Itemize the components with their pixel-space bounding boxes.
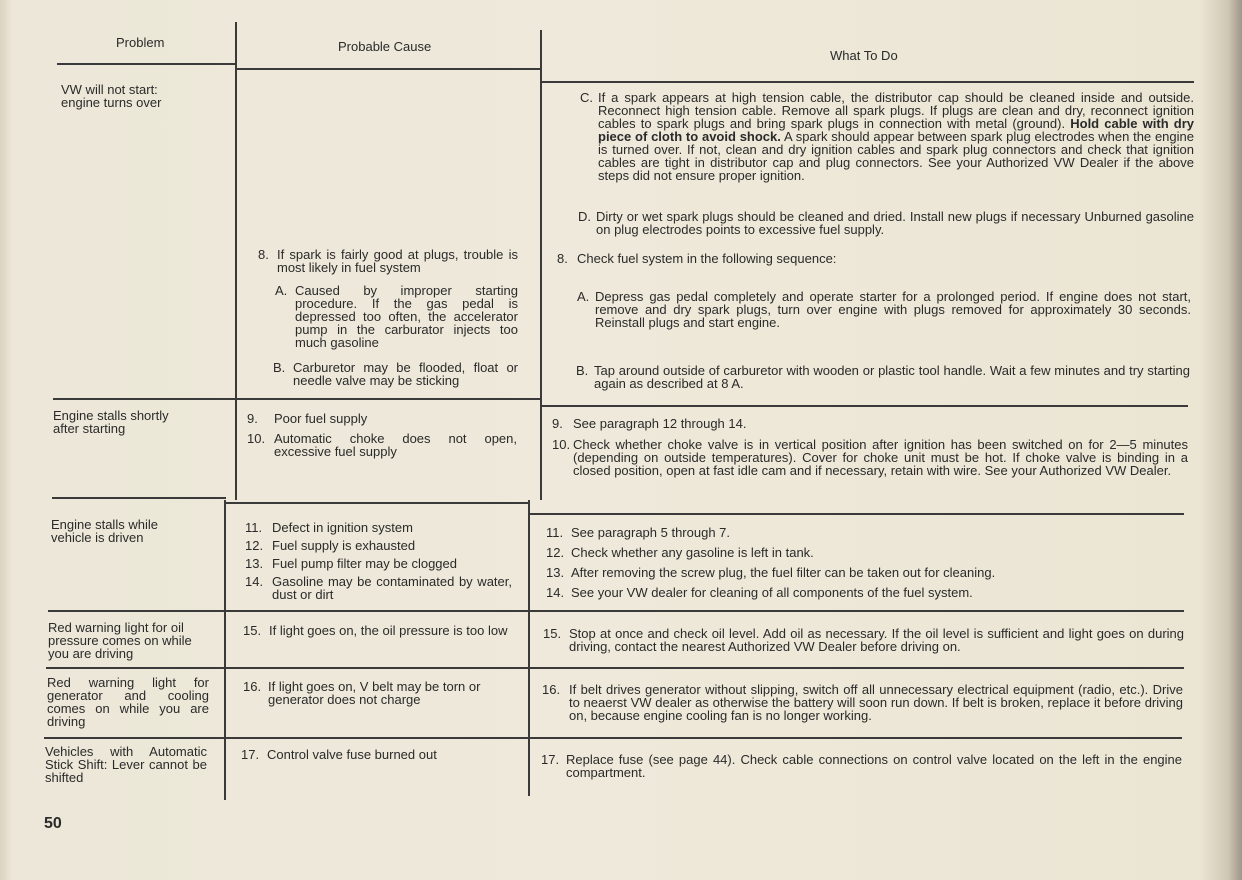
todo-15-num: 15. xyxy=(543,626,562,641)
cause-item-12 xyxy=(245,539,512,552)
todo-item-15 xyxy=(543,627,1184,653)
cause-item-14 xyxy=(245,575,512,601)
todo-14-text: See your VW dealer for cleaning of all components of the fuel system. xyxy=(571,585,973,600)
cause-item-8a xyxy=(275,284,518,349)
todo-c-text-part1: If a spark appears at high tension cable, the distributor cap should be cleaned inside and outside. Reconnect high tension cable. Remove all spark plugs. If plugs are clean and dry, reconnect ignition cables to spark plugs and bring spark plugs in connection with metal (ground). xyxy=(598,90,1194,131)
cause-17-num: 17. xyxy=(241,747,260,762)
cause-8a-text: Caused by improper starting procedure. If the gas pedal is depressed too often, the accelerator pump in the carburator injects too much gasoline xyxy=(295,283,518,350)
todos-row2 xyxy=(552,417,1188,477)
causes-row2 xyxy=(247,412,517,458)
rule-row1-problem xyxy=(53,398,235,400)
cause-item-17 xyxy=(241,748,509,761)
todo-c-letter: C. xyxy=(580,90,593,105)
todo-9-text: See paragraph 12 through 14. xyxy=(573,416,747,431)
causes-row5 xyxy=(243,680,511,706)
todo-item-14 xyxy=(546,586,1186,599)
todos-row6 xyxy=(541,753,1182,779)
todo-c-text-part2: A spark should appear between spark plug electrodes when the engine is turned over. If not, clean and dry ignition cables and spark plug connectors and check that ignition cables are tight in distributor cap and plug connectors. See your Authorized VW Dealer if the above steps did not ensure proper ignition. xyxy=(598,129,1194,183)
problem-stalls-after-start: Engine stalls shortly after starting xyxy=(53,408,169,436)
todo-item-17 xyxy=(541,753,1182,779)
cause-8b-text: Carburetor may be flooded, float or needle valve may be sticking xyxy=(293,360,518,388)
todo-17-num: 17. xyxy=(541,752,560,767)
rule-row4 xyxy=(46,667,1184,669)
rule-header-cause xyxy=(237,68,540,70)
cause-10-text: Automatic choke does not open, excessive fuel supply xyxy=(274,431,517,459)
cause-8-text: If spark is fairly good at plugs, trouble is most likely in fuel system xyxy=(277,247,518,275)
cause-16-num: 16. xyxy=(243,679,262,694)
header-problem: Problem xyxy=(116,35,165,50)
cause-item-8b xyxy=(273,361,518,387)
todo-13-text: After removing the screw plug, the fuel filter can be taken out for cleaning. xyxy=(571,565,996,580)
cause-14-text: Gasoline may be contaminated by water, dust or dirt xyxy=(272,574,512,602)
cause-item-9 xyxy=(247,412,517,425)
todo-c-warning: Hold cable with dry piece of cloth to avoid shock. xyxy=(598,116,1195,144)
todo-item-11 xyxy=(546,526,1186,539)
cause-8a-letter: A. xyxy=(275,283,288,298)
todos-row5 xyxy=(542,683,1183,722)
rule-header-todo xyxy=(542,81,1194,83)
todo-9-num: 9. xyxy=(552,416,563,431)
column-rule-left xyxy=(235,22,237,500)
todo-item-9 xyxy=(552,417,1188,430)
todo-item-10 xyxy=(552,438,1188,477)
cause-8-num: 8. xyxy=(258,247,269,262)
todo-c-text xyxy=(598,91,1194,182)
todo-14-num: 14. xyxy=(546,585,565,600)
problem-no-start: VW will not start: engine turns over xyxy=(61,82,162,110)
todo-item-8a xyxy=(577,290,1191,329)
todo-12-num: 12. xyxy=(546,545,565,560)
todo-16-num: 16. xyxy=(542,682,561,697)
problem-stalls-while-driven: Engine stalls while vehicle is driven xyxy=(51,517,158,545)
rule-row2-cause xyxy=(226,502,530,504)
todo-d-text: Dirty or wet spark plugs should be cleaned and dried. Install new plugs if necessary Unburned gasoline on plug electrodes points to excessive fuel supply. xyxy=(596,209,1194,237)
rule-row2-problem xyxy=(52,497,226,499)
todo-10-text: Check whether choke valve is in vertical position after ignition has been switched on for 2—5 minutes (depending on outside temperatures). Cover for choke unit must be hot. If choke valve is binding in a closed position, open at fast idle cam and if necessary, retain with wire. See your Authorized VW Dealer. xyxy=(573,437,1188,478)
cause-11-num: 11. xyxy=(245,520,263,535)
todo-10-num: 10. xyxy=(552,437,571,452)
cause-15-num: 15. xyxy=(243,623,262,638)
causes-row6 xyxy=(241,748,509,761)
todo-17-text: Replace fuse (see page 44). Check cable connections on control valve located on the left in the engine compartment. xyxy=(566,752,1182,780)
cause-item-8 xyxy=(258,248,518,274)
todo-item-16 xyxy=(542,683,1183,722)
column-rule-right-lower xyxy=(528,500,530,796)
page-number: 50 xyxy=(44,815,62,832)
todo-item-8 xyxy=(557,252,1187,265)
rule-row1-todo xyxy=(542,405,1188,407)
problem-automatic-stick-shift: Vehicles with Automatic Stick Shift: Lever cannot be shifted xyxy=(45,744,207,785)
todo-item-12 xyxy=(546,546,1186,559)
cause-item-10 xyxy=(247,432,517,458)
rule-row3 xyxy=(48,610,1184,612)
cause-13-num: 13. xyxy=(245,556,264,571)
rule-row2-todo xyxy=(530,513,1184,515)
todo-12-text: Check whether any gasoline is left in tank. xyxy=(571,545,814,560)
cause-item-13 xyxy=(245,557,512,570)
column-rule-left-lower xyxy=(224,500,226,800)
cause-17-text: Control valve fuse burned out xyxy=(267,747,437,762)
header-what-to-do: What To Do xyxy=(830,48,898,63)
cause-9-num: 9. xyxy=(247,411,258,426)
problem-generator-light: Red warning light for generator and cooling comes on while you are driving xyxy=(47,675,209,729)
todo-item-c xyxy=(580,91,1194,182)
cause-15-text: If light goes on, the oil pressure is too low xyxy=(269,623,508,638)
todo-item-8b xyxy=(576,364,1190,390)
todo-11-num: 11. xyxy=(546,525,564,540)
todos-row4 xyxy=(543,627,1184,653)
cause-14-num: 14. xyxy=(245,574,264,589)
cause-12-num: 12. xyxy=(245,538,264,553)
rule-header-problem xyxy=(57,63,237,65)
cause-11-text: Defect in ignition system xyxy=(272,520,413,535)
todo-8b-letter: B. xyxy=(576,363,589,378)
todo-16-text: If belt drives generator without slipping, switch off all unnecessary electrical equipment (radio, etc.). Drive to neaerst VW dealer as otherwise the battery will soon run down. If belt is broken, replace it before driving on, because engine cooling fan is no longer working. xyxy=(569,682,1183,723)
todo-item-d xyxy=(578,210,1194,236)
column-rule-right xyxy=(540,30,542,500)
cause-item-11 xyxy=(245,521,512,534)
todo-8-num: 8. xyxy=(557,251,568,266)
todo-8b-text: Tap around outside of carburetor with wooden or plastic tool handle. Wait a few minutes and try starting again as described at 8 A. xyxy=(594,363,1190,391)
todo-item-13 xyxy=(546,566,1186,579)
todo-15-text: Stop at once and check oil level. Add oil as necessary. If the oil level is sufficient and light goes on during driving, contact the nearest Authorized VW Dealer before driving on. xyxy=(569,626,1184,654)
cause-12-text: Fuel supply is exhausted xyxy=(272,538,416,553)
cause-9-text: Poor fuel supply xyxy=(274,411,368,426)
todo-8a-text: Depress gas pedal completely and operate starter for a prolonged period. If engine does not start, remove and dry spark plugs, turn over engine with plugs removed for approximately 30 seconds. Reinstall plugs and start engine. xyxy=(595,289,1191,330)
problem-oil-pressure-light: Red warning light for oil pressure comes on while you are driving xyxy=(48,620,192,661)
cause-13-text: Fuel pump filter may be clogged xyxy=(272,556,457,571)
cause-item-15 xyxy=(243,624,511,637)
todo-11-text: See paragraph 5 through 7. xyxy=(571,525,731,540)
causes-row3 xyxy=(245,521,512,601)
cause-10-num: 10. xyxy=(247,431,266,446)
cause-8b-letter: B. xyxy=(273,360,286,375)
todos-row3 xyxy=(546,526,1186,599)
rule-row1-cause xyxy=(237,398,540,400)
header-probable-cause: Probable Cause xyxy=(338,39,432,54)
rule-row5 xyxy=(44,737,1182,739)
cause-16-text: If light goes on, V belt may be torn or generator does not charge xyxy=(268,679,481,707)
todo-8a-letter: A. xyxy=(577,289,590,304)
todo-8-text: Check fuel system in the following sequence: xyxy=(577,251,837,266)
todo-13-num: 13. xyxy=(546,565,565,580)
cause-item-16 xyxy=(243,680,511,706)
causes-row4 xyxy=(243,624,511,637)
todo-d-letter: D. xyxy=(578,209,591,224)
